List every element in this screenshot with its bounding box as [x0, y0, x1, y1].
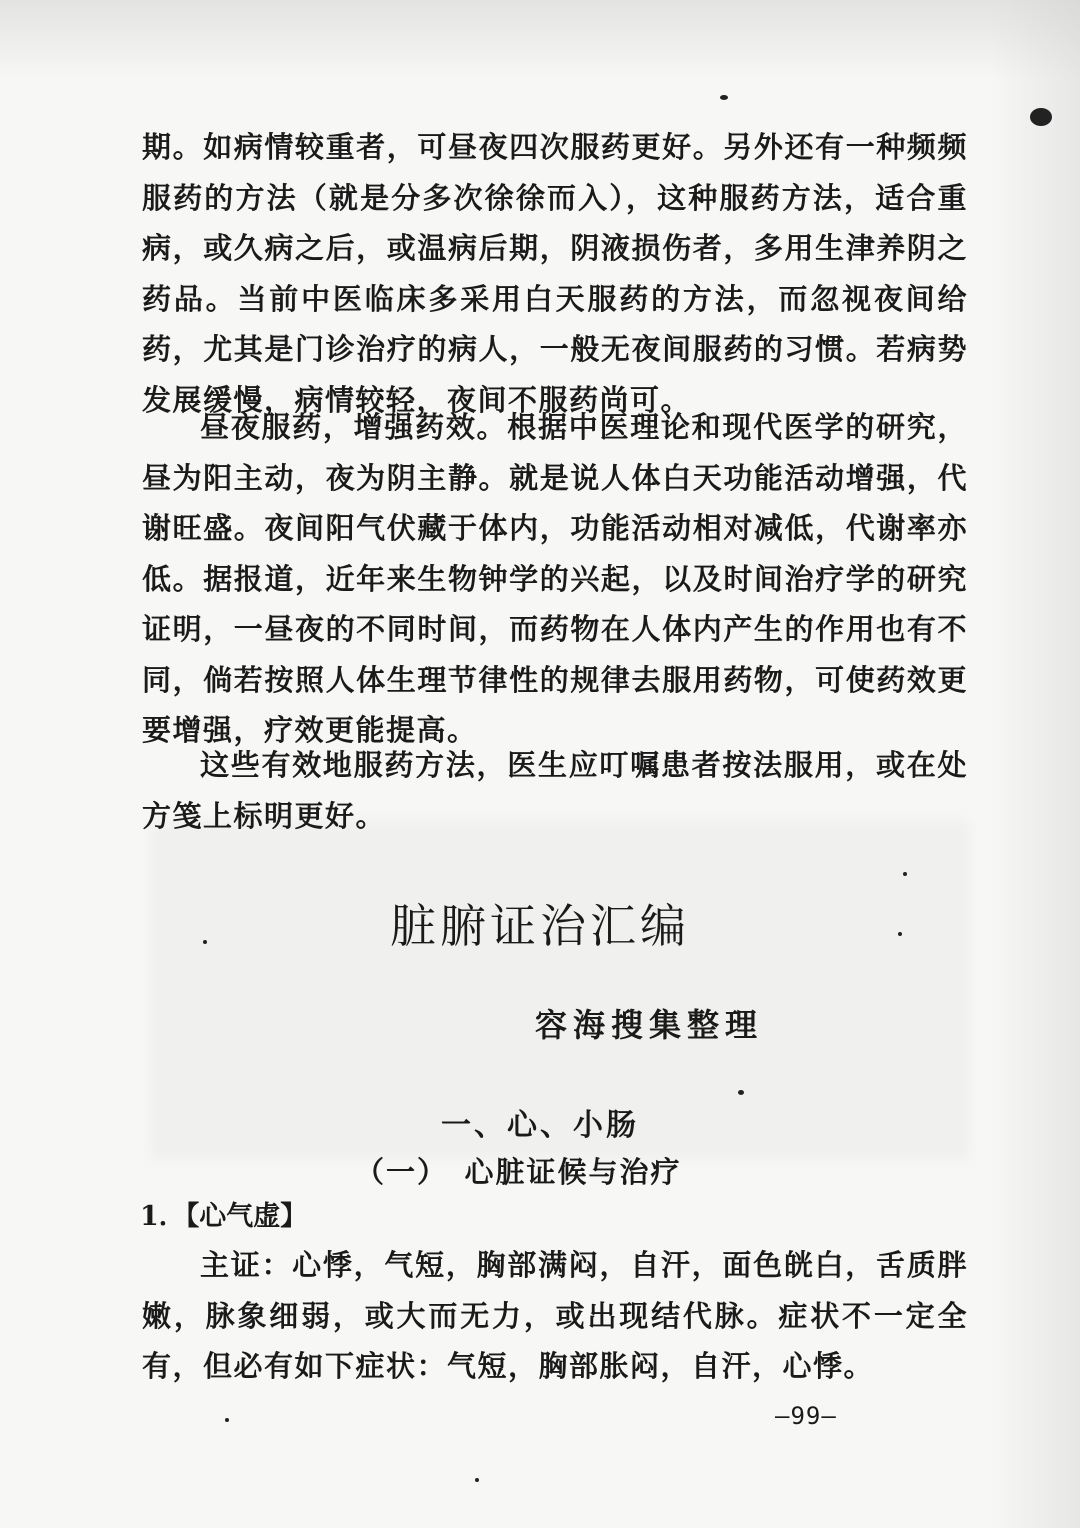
section-heading: 一、心、小肠 — [441, 1108, 639, 1143]
ink-speck — [738, 1090, 744, 1095]
ink-speck — [720, 95, 728, 100]
ink-speck — [1030, 108, 1052, 126]
body-paragraph-1: 期。如病情较重者，可昼夜四次服药更好。另外还有一种频频服药的方法（就是分多次徐徐而入），这种服药方法，适合重病，或久病之后，或温病后期，阴液损伤者，多用生津养阴之药品。当前中医临床多采用白天服药的方法，而忽视夜间给药，尤其是门诊治疗的病人，一般无夜间服药的习惯。若病势发展缓慢，病情较轻，夜间不服药尚可。 — [142, 130, 968, 417]
subsection-heading: （一） 心脏证候与治疗 — [355, 1155, 682, 1189]
body-paragraph-3: 这些有效地服药方法，医生应叮嘱患者按法服用，或在处方笺上标明更好。 — [142, 748, 968, 833]
scan-top-shadow — [0, 0, 1080, 80]
article-title: 脏腑证治汇编 — [390, 899, 690, 953]
scan-edge-shadow — [990, 0, 1080, 1528]
main-symptoms-paragraph: 主证：心悸，气短，胸部满闷，自汗，面色㿠白，舌质胖嫩，脉象细弱，或大而无力，或出现结代脉。症状不一定全有，但必有如下症状：气短，胸部胀闷，自汗，心悸。 — [142, 1248, 968, 1383]
ink-speck — [903, 872, 907, 876]
ink-speck — [225, 1418, 229, 1422]
item-heading: 1．【心气虚】 — [140, 1201, 308, 1232]
ink-speck — [475, 1478, 479, 1482]
body-paragraph-2: 昼夜服药，增强药效。根据中医理论和现代医学的研究，昼为阳主动，夜为阴主静。就是说人体白天功能活动增强，代谢旺盛。夜间阳气伏藏于体内，功能活动相对减低，代谢率亦低。据报道，近年来生物钟学的兴起，以及时间治疗学的研究证明，一昼夜的不同时间，而药物在人体内产生的作用也有不同，倘若按照人体生理节律性的规律去服用药物，可使药效更要增强，疗效更能提高。 — [142, 410, 968, 747]
article-author: 容海搜集整理 — [535, 1006, 764, 1044]
page-number: —99— — [775, 1402, 837, 1430]
